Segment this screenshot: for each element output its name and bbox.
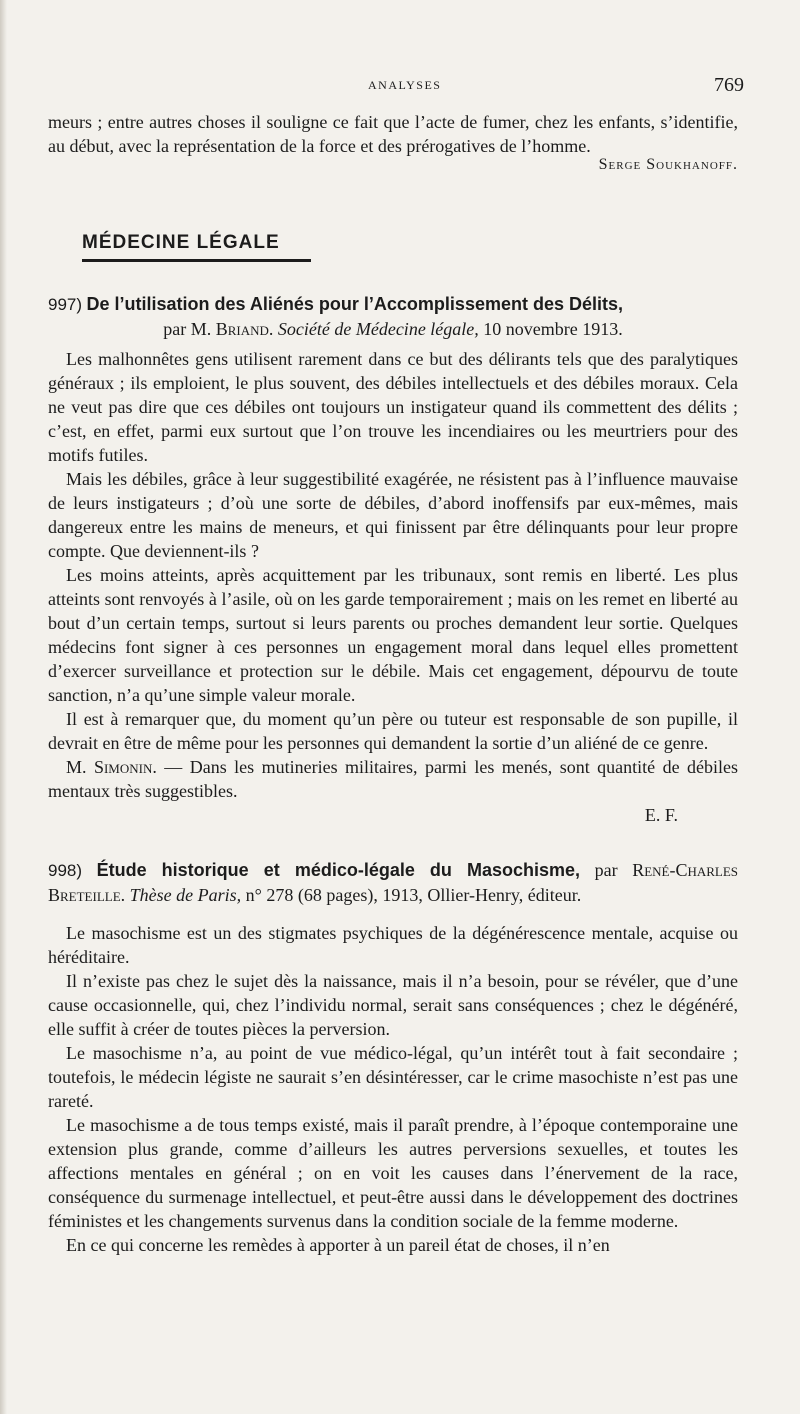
article-997-paragraph: Il est à remarquer que, du moment qu’un père ou tuteur est responsable de son pupille, il devrait en être de même pour les personnes qui demandent la sortie d’un aliéné de ce genre. — [48, 709, 738, 753]
article-998-paragraph: En ce qui concerne les remèdes à apporter à un pareil état de choses, il n’en — [66, 1235, 610, 1255]
article-997-paragraph: Les malhonnêtes gens utilisent rarement dans ce but des délirants tels que des paralytiques généraux ; ils emploient, le plus souvent, des débiles intellectuels et des débiles moraux. Cela ne veut pas dire que ces débiles ont toujours un instigateur quand ils commettent des délits ; c’est, en effet, parmi eux surtout que l’on trouve les incendiaires ou les meurtriers pour des motifs futiles. — [48, 349, 738, 465]
article-998-heading: 998) Étude historique et médico-légale du Masochisme, par René-Charles Breteille. Thèse de Paris, n° 278 (68 pages), 1913, Ollier-Henry, éditeur. — [48, 860, 739, 905]
article-997-title: De l’utilisation des Aliénés pour l’Accomplissement des Délits, — [86, 294, 624, 314]
article-998-paragraph: Il n’existe pas chez le sujet dès la naissance, mais il n’a besoin, pour se révéler, que d’une cause occasionnelle, qui, chez l’individu normal, serait sans conséquences ; chez le dégénéré, elle suffit à créer de toutes pièces la perversion. — [48, 971, 738, 1039]
article-997 — [48, 292, 738, 827]
article-998-paragraph: Le masochisme a de tous temps existé, mais il paraît prendre, à l’époque contemporaine une extension plus grande, comme d’ailleurs les autres perversions sexuelles, et toutes les affections mentales en général ; on en voit les causes dans l’énervement de la race, conséquence du surmenage intellectuel, et peut-être aussi dans le développement des doctrines féministes et les changements survenus dans la condition sociale de la femme moderne. — [48, 1115, 738, 1231]
article-998 — [48, 858, 738, 1257]
article-997-paragraph: Les moins atteints, après acquittement par les tribunaux, sont remis en liberté. Les plus atteints sont renvoyés à l’asile, où on les garde temporairement ; mais on les remet en liberté au bout d’un certain temps, surtout si leurs parents ou proches demandent leur sortie. Quelques médecins font signer à ces personnes un engagement moral dans lequel elles promettent d’exercer surveillance et protection sur le débile. Mais cet engagement, dépourvu de toute sanction, n’a qu’une simple valeur morale. — [48, 565, 738, 705]
article-997-paragraph: Mais les débiles, grâce à leur suggestibilité exagérée, ne résistent pas à l’influence mauvaise de leurs instigateurs ; d’où une sorte de débiles, d’abord inoffensifs par eux-mêmes, mais dangereux entre les mains de meneurs, et qui finissent par être délinquants pour leur propre compte. Que deviennent-ils ? — [48, 469, 738, 561]
article-997-author: Briand. — [215, 319, 274, 339]
running-head — [0, 74, 800, 100]
article-997-signature: E. F. — [644, 805, 678, 825]
article-997-number: 997) — [48, 295, 83, 314]
article-998-paragraph: Le masochisme est un des stigmates psychiques de la dégénérescence mentale, acquise ou héréditaire. — [48, 923, 738, 967]
previous-article-signature: Serge Soukhanoff. — [598, 156, 738, 173]
article-997-date: 10 novembre 1913. — [483, 319, 623, 339]
article-997-byline: par M. Briand. Société de Médecine légale, 10 novembre 1913. — [163, 319, 623, 339]
article-998-source: Thèse de Paris, — [129, 885, 242, 905]
previous-article-end — [48, 110, 738, 174]
article-998-details: n° 278 (68 pages), 1913, Ollier-Henry, éditeur. — [245, 885, 582, 905]
section-title: MÉDECINE LÉGALE — [82, 232, 280, 253]
article-997-source: Société de Médecine légale, — [277, 319, 479, 339]
discussion-author: M. Simonin. — [66, 757, 157, 777]
article-998-paragraph: Le masochisme n’a, au point de vue médico-légal, qu’un intérêt tout à fait secondaire ; toutefois, le médecin légiste ne saurait s’en désintéresser, car le crime masochiste n’est pas une rareté. — [48, 1043, 738, 1111]
section-title-underline — [82, 259, 311, 262]
article-998-author: René-Charles Breteille. — [48, 860, 739, 905]
page-edge-shadow — [0, 0, 7, 1414]
article-997-discussion — [48, 755, 738, 803]
page-number: 769 — [714, 74, 744, 96]
article-998-title: Étude historique et médico-légale du Masochisme, — [96, 860, 581, 880]
running-head-title: ANALYSES — [368, 78, 442, 92]
article-998-number: 998) — [48, 861, 83, 880]
discussion-text: — Dans les mutineries militaires, parmi les menés, sont quantité de débiles mentaux très suggestibles. — [48, 757, 739, 801]
article-997-heading — [48, 292, 738, 317]
previous-article-text: meurs ; entre autres choses il souligne ce fait que l’acte de fumer, chez les enfants, s’identifie, au début, avec la représentation de la force et des prérogatives de l’homme. — [48, 112, 738, 156]
